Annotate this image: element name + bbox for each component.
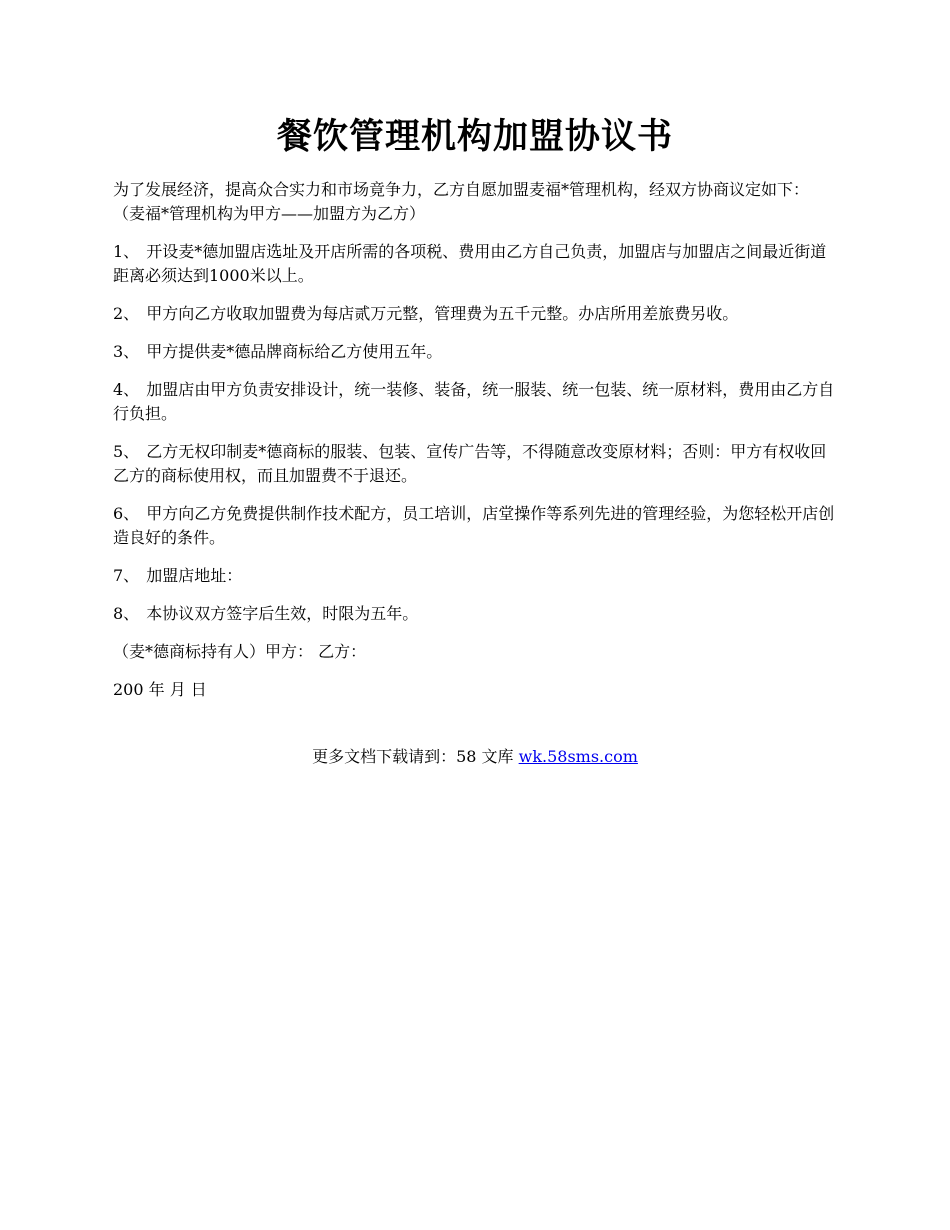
footer-link[interactable]: wk.58sms.com xyxy=(518,747,638,766)
clause-number: 3、 xyxy=(113,342,140,361)
clause-number: 1、 xyxy=(113,242,140,261)
clause-number: 4、 xyxy=(113,380,140,399)
clause-text: 加盟店由甲方负责安排设计，统一装修、装备，统一服装、统一包装、统一原材料，费用由乙方自行负担。 xyxy=(113,380,835,423)
clause-text: 甲方提供麦*德品牌商标给乙方使用五年。 xyxy=(141,342,443,361)
clause-number: 6、 xyxy=(113,504,140,523)
footer-text: 更多文档下载请到：58 文库 xyxy=(312,747,519,766)
clause-1 xyxy=(113,240,838,288)
clause-text: 甲方向乙方收取加盟费为每店贰万元整，管理费为五千元整。办店所用差旅费另收。 xyxy=(141,304,739,323)
clause-text: 开设麦*德加盟店选址及开店所需的各项税、费用由乙方自己负责，加盟店与加盟店之间最近街道距离必须达到1000米以上。 xyxy=(113,242,827,285)
document-title: 餐饮管理机构加盟协议书 xyxy=(276,116,673,157)
clause-4 xyxy=(113,378,838,426)
clause-text: 本协议双方签字后生效，时限为五年。 xyxy=(141,604,419,623)
clause-2 xyxy=(113,302,838,326)
footer xyxy=(0,745,950,769)
clause-text: 乙方无权印制麦*德商标的服装、包装、宣传广告等，不得随意改变原材料；否则：甲方有权收回乙方的商标使用权，而且加盟费不于退还。 xyxy=(113,442,827,485)
date-line: 200 年 月 日 xyxy=(113,680,207,699)
clause-5 xyxy=(113,440,838,488)
clause-6 xyxy=(113,502,838,550)
clause-number: 7、 xyxy=(113,566,140,585)
clause-number: 5、 xyxy=(113,442,140,461)
intro-paragraph: 为了发展经济，提高众合实力和市场竟争力，乙方自愿加盟麦福*管理机构，经双方协商议定如下： （麦福*管理机构为甲方——加盟方为乙方） xyxy=(113,180,810,223)
clause-text: 加盟店地址： xyxy=(141,566,243,585)
clause-8 xyxy=(113,602,838,626)
signature-line: （麦*德商标持有人）甲方： 乙方： xyxy=(113,642,367,661)
clause-7 xyxy=(113,564,838,588)
document-body xyxy=(113,178,838,716)
clause-text: 甲方向乙方免费提供制作技术配方，员工培训，店堂操作等系列先进的管理经验，为您轻松开店创造良好的条件。 xyxy=(113,504,835,547)
clause-number: 2、 xyxy=(113,304,140,323)
clause-number: 8、 xyxy=(113,604,140,623)
clause-3 xyxy=(113,340,838,364)
